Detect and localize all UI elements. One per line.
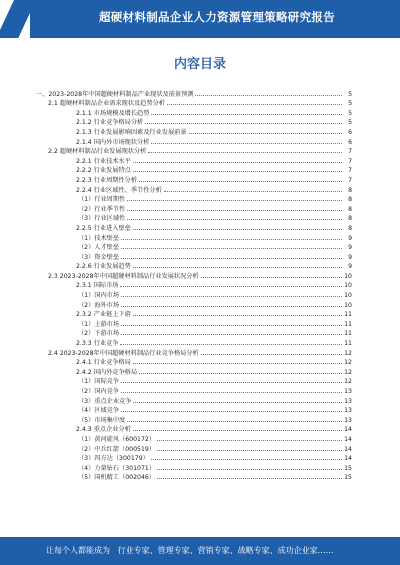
toc-entry[interactable] xyxy=(36,251,352,261)
toc-entry-page: 13 xyxy=(344,397,352,405)
toc-entry[interactable] xyxy=(36,357,352,367)
toc-entry[interactable] xyxy=(36,462,352,472)
footer-slogan-roles: 行业专家、管理专家、营销专家、战略专家、成功企业家…… xyxy=(117,546,334,555)
toc-leader-dots xyxy=(151,114,342,115)
toc-entry[interactable] xyxy=(36,280,352,290)
toc-entry-label: （2）国内竞争 xyxy=(78,388,120,395)
toc-entry-label: （5）国机精工（002046） xyxy=(78,474,156,482)
toc-entry[interactable] xyxy=(36,309,352,319)
toc-entry[interactable] xyxy=(36,242,352,252)
toc-leader-dots xyxy=(157,440,342,441)
report-title: 超硬材料制品企业人力资源管理策略研究报告 xyxy=(99,10,335,24)
toc-entry-label: 2.2.6 行业发展趋势 xyxy=(76,263,131,271)
toc-entry-label: （2）海外市场 xyxy=(78,301,120,309)
toc-entry[interactable] xyxy=(36,414,352,424)
toc-entry[interactable] xyxy=(36,385,352,395)
toc-entry[interactable] xyxy=(36,203,352,213)
toc-entry-label: （2）人才壁垒 xyxy=(78,244,120,252)
toc-entry[interactable] xyxy=(36,424,352,434)
toc-leader-dots xyxy=(157,450,342,451)
toc-entry-label: 2.1.1 市场规模及增长趋势 xyxy=(76,109,150,117)
toc-entry-label: （4）力量钻石（301071） xyxy=(78,464,156,472)
toc-leader-dots xyxy=(133,315,342,316)
toc-entry-page: 6 xyxy=(348,138,352,146)
toc-entry-page: 9 xyxy=(348,234,352,242)
toc-entry[interactable] xyxy=(36,88,352,98)
toc-entry[interactable] xyxy=(36,155,352,165)
toc-leader-dots xyxy=(133,363,342,364)
toc-entry-page: 9 xyxy=(348,244,352,252)
toc-entry-page: 8 xyxy=(348,215,352,223)
toc-entry-label: 2.2 超硬材料制品行业发展现状分析 xyxy=(48,148,147,156)
toc-leader-dots xyxy=(164,191,342,192)
toc-entry-page: 5 xyxy=(348,109,352,117)
toc-entry[interactable] xyxy=(36,107,352,117)
toc-leader-dots xyxy=(121,306,342,307)
toc-entry-label: 2.1.2 行业竞争格局分析 xyxy=(76,119,144,127)
toc-entry-page: 5 xyxy=(348,119,352,127)
toc-leader-dots xyxy=(148,152,342,153)
toc-leader-dots xyxy=(121,296,342,297)
toc-entry[interactable] xyxy=(36,126,352,136)
toc-entry[interactable] xyxy=(36,222,352,232)
toc-entry-page: 14 xyxy=(344,445,352,453)
toc-entry[interactable] xyxy=(36,299,352,309)
toc-leader-dots xyxy=(127,219,342,220)
toc-entry-label: 2.1 超硬材料制品企业需求现状及趋势分析 xyxy=(48,100,165,108)
toc-entry[interactable] xyxy=(36,405,352,415)
toc-entry-label: （1）技术壁垒 xyxy=(78,234,120,242)
toc-leader-dots xyxy=(127,200,342,201)
toc-entry-label: （2）中兵红箭（000519） xyxy=(78,445,156,453)
toc-entry[interactable] xyxy=(36,136,352,146)
toc-entry-page: 12 xyxy=(344,378,352,386)
toc-entry-page: 11 xyxy=(344,330,352,338)
toc-entry-label: 2.3.2 产业链上下游 xyxy=(76,311,131,319)
toc-entry-label: 2.3.1 国际市场 xyxy=(76,282,119,290)
toc-entry-label: （3）四方达（300179） xyxy=(78,455,149,463)
toc-leader-dots xyxy=(189,133,342,134)
toc-leader-dots xyxy=(157,478,342,479)
toc-entry-page: 9 xyxy=(348,263,352,271)
toc-entry[interactable] xyxy=(36,453,352,463)
toc-entry[interactable] xyxy=(36,270,352,280)
toc-leader-dots xyxy=(133,171,342,172)
toc-leader-dots xyxy=(201,354,342,355)
toc-leader-dots xyxy=(121,248,342,249)
toc-entry-page: 14 xyxy=(344,435,352,443)
page-footer xyxy=(0,537,400,565)
toc-leader-dots xyxy=(121,325,342,326)
toc-entry-page: 13 xyxy=(344,407,352,415)
page-header xyxy=(0,0,400,38)
toc-entry-label: 2.1.4 国内外市场现状分析 xyxy=(76,138,150,146)
toc-entry-label: 2.2.3 行业周期性分析 xyxy=(76,176,138,184)
table-of-contents xyxy=(36,88,352,481)
toc-entry-page: 8 xyxy=(348,196,352,204)
toc-entry-label: （2）下游市场 xyxy=(78,330,120,338)
toc-leader-dots xyxy=(145,123,342,124)
toc-entry[interactable] xyxy=(36,232,352,242)
toc-entry-page: 7 xyxy=(348,157,352,165)
toc-entry-page: 12 xyxy=(344,368,352,376)
toc-leader-dots xyxy=(133,402,342,403)
toc-entry[interactable] xyxy=(36,146,352,156)
toc-entry[interactable] xyxy=(36,395,352,405)
toc-entry-label: （1）国际竞争 xyxy=(78,378,120,386)
toc-entry-label: 一、2023-2028年中国超硬材料制品产业现状及前景预测 xyxy=(36,90,194,98)
toc-entry[interactable] xyxy=(36,318,352,328)
toc-entry-page: 10 xyxy=(344,282,352,290)
toc-entry-label: （1）黄河旋风（600172） xyxy=(78,435,156,443)
toc-entry-label: 2.3.3 行业竞争 xyxy=(76,340,119,348)
toc-entry-page: 8 xyxy=(348,205,352,213)
toc-entry-label: （5）市场集中度 xyxy=(78,416,126,424)
toc-entry-page: 14 xyxy=(344,426,352,434)
toc-entry-page: 7 xyxy=(348,148,352,156)
toc-entry-page: 12 xyxy=(344,359,352,367)
toc-entry-label: （3）资金壁垒 xyxy=(78,253,120,261)
toc-leader-dots xyxy=(157,469,342,470)
toc-entry[interactable] xyxy=(36,347,352,357)
toc-entry-page: 7 xyxy=(348,167,352,175)
toc-leader-dots xyxy=(139,373,342,374)
toc-leader-dots xyxy=(120,344,342,345)
toc-entry[interactable] xyxy=(36,289,352,299)
toc-entry-label: 2.2.2 行业发展特点 xyxy=(76,167,131,175)
toc-leader-dots xyxy=(151,143,342,144)
toc-entry-label: 2.4.1 行业竞争格局 xyxy=(76,359,131,367)
toc-entry-page: 11 xyxy=(344,340,352,348)
toc-entry[interactable] xyxy=(36,184,352,194)
toc-entry[interactable] xyxy=(36,337,352,347)
toc-leader-dots xyxy=(121,382,342,383)
toc-entry-label: （1）上游市场 xyxy=(78,320,120,328)
footer-slogan xyxy=(46,545,334,556)
toc-entry-label: （3）行业区域性 xyxy=(78,215,126,223)
toc-leader-dots xyxy=(133,229,342,230)
toc-leader-dots xyxy=(121,411,342,412)
toc-entry[interactable] xyxy=(36,366,352,376)
toc-entry[interactable] xyxy=(36,165,352,175)
toc-leader-dots xyxy=(121,258,342,259)
toc-entry-label: （3）重点企业竞争 xyxy=(78,397,132,405)
toc-entry-page: 14 xyxy=(344,455,352,463)
toc-leader-dots xyxy=(133,430,342,431)
toc-leader-dots xyxy=(127,210,342,211)
toc-entry-page: 15 xyxy=(344,464,352,472)
toc-entry-label: （2）行业季节性 xyxy=(78,205,126,213)
toc-leader-dots xyxy=(133,267,342,268)
toc-entry-label: 2.4.2 国内外竞争格局 xyxy=(76,368,138,376)
toc-entry-page: 11 xyxy=(344,320,352,328)
toc-leader-dots xyxy=(127,421,342,422)
toc-leader-dots xyxy=(133,162,342,163)
toc-entry-page: 13 xyxy=(344,388,352,395)
toc-entry-label: 2.2.5 行业进入壁垒 xyxy=(76,224,131,232)
toc-entry-page: 8 xyxy=(348,224,352,232)
footer-slogan-prefix: 让每个人都能成为 xyxy=(46,546,110,555)
toc-entry-page: 6 xyxy=(348,128,352,136)
toc-leader-dots xyxy=(201,277,342,278)
toc-entry-page: 15 xyxy=(344,474,352,482)
toc-entry-label: 2.1.3 行业发展影响因素及行业发展前景 xyxy=(76,128,187,136)
toc-entry-label: （1）行业周期性 xyxy=(78,196,126,204)
toc-entry-label: 2.4 2023-2028年中国超硬材料制品行业竞争格局分析 xyxy=(48,349,199,357)
toc-entry-label: （4）区域竞争 xyxy=(78,407,120,415)
toc-entry[interactable] xyxy=(36,194,352,204)
toc-entry[interactable] xyxy=(36,328,352,338)
toc-entry-label: 2.2.1 行业技术水平 xyxy=(76,157,131,165)
toc-leader-dots xyxy=(151,459,342,460)
toc-leader-dots xyxy=(195,95,342,96)
toc-entry[interactable] xyxy=(36,117,352,127)
toc-entry[interactable] xyxy=(36,472,352,482)
toc-entry-page: 12 xyxy=(344,349,352,357)
toc-leader-dots xyxy=(121,392,342,393)
toc-entry[interactable] xyxy=(36,174,352,184)
toc-entry-page: 11 xyxy=(344,311,352,319)
toc-entry-label: 2.4.3 重点企业分析 xyxy=(76,426,131,434)
toc-entry-page: 9 xyxy=(348,253,352,261)
toc-entry-label: （1）国内市场 xyxy=(78,292,120,300)
toc-entry[interactable] xyxy=(36,213,352,223)
toc-entry-page: 8 xyxy=(348,186,352,194)
toc-entry[interactable] xyxy=(36,376,352,386)
toc-entry-label: 2.3 2023-2028年中国超硬材料制品行业发展状况分析 xyxy=(48,272,199,280)
toc-entry-page: 5 xyxy=(348,90,352,98)
toc-entry-page: 7 xyxy=(348,176,352,184)
toc-leader-dots xyxy=(120,286,342,287)
toc-entry[interactable] xyxy=(36,261,352,271)
toc-entry-page: 5 xyxy=(348,100,352,108)
toc-entry-page: 10 xyxy=(344,272,352,280)
toc-leader-dots xyxy=(121,334,342,335)
toc-entry[interactable] xyxy=(36,98,352,108)
toc-entry-page: 10 xyxy=(344,301,352,309)
toc-leader-dots xyxy=(121,239,342,240)
toc-entry[interactable] xyxy=(36,433,352,443)
toc-entry-page: 13 xyxy=(344,416,352,424)
toc-entry-page: 10 xyxy=(344,292,352,300)
toc-entry-label: 2.2.4 行业区域性、季节性分析 xyxy=(76,186,162,194)
toc-leader-dots xyxy=(167,104,342,105)
toc-leader-dots xyxy=(139,181,342,182)
toc-entry[interactable] xyxy=(36,443,352,453)
toc-heading: 内容目录 xyxy=(173,57,226,72)
